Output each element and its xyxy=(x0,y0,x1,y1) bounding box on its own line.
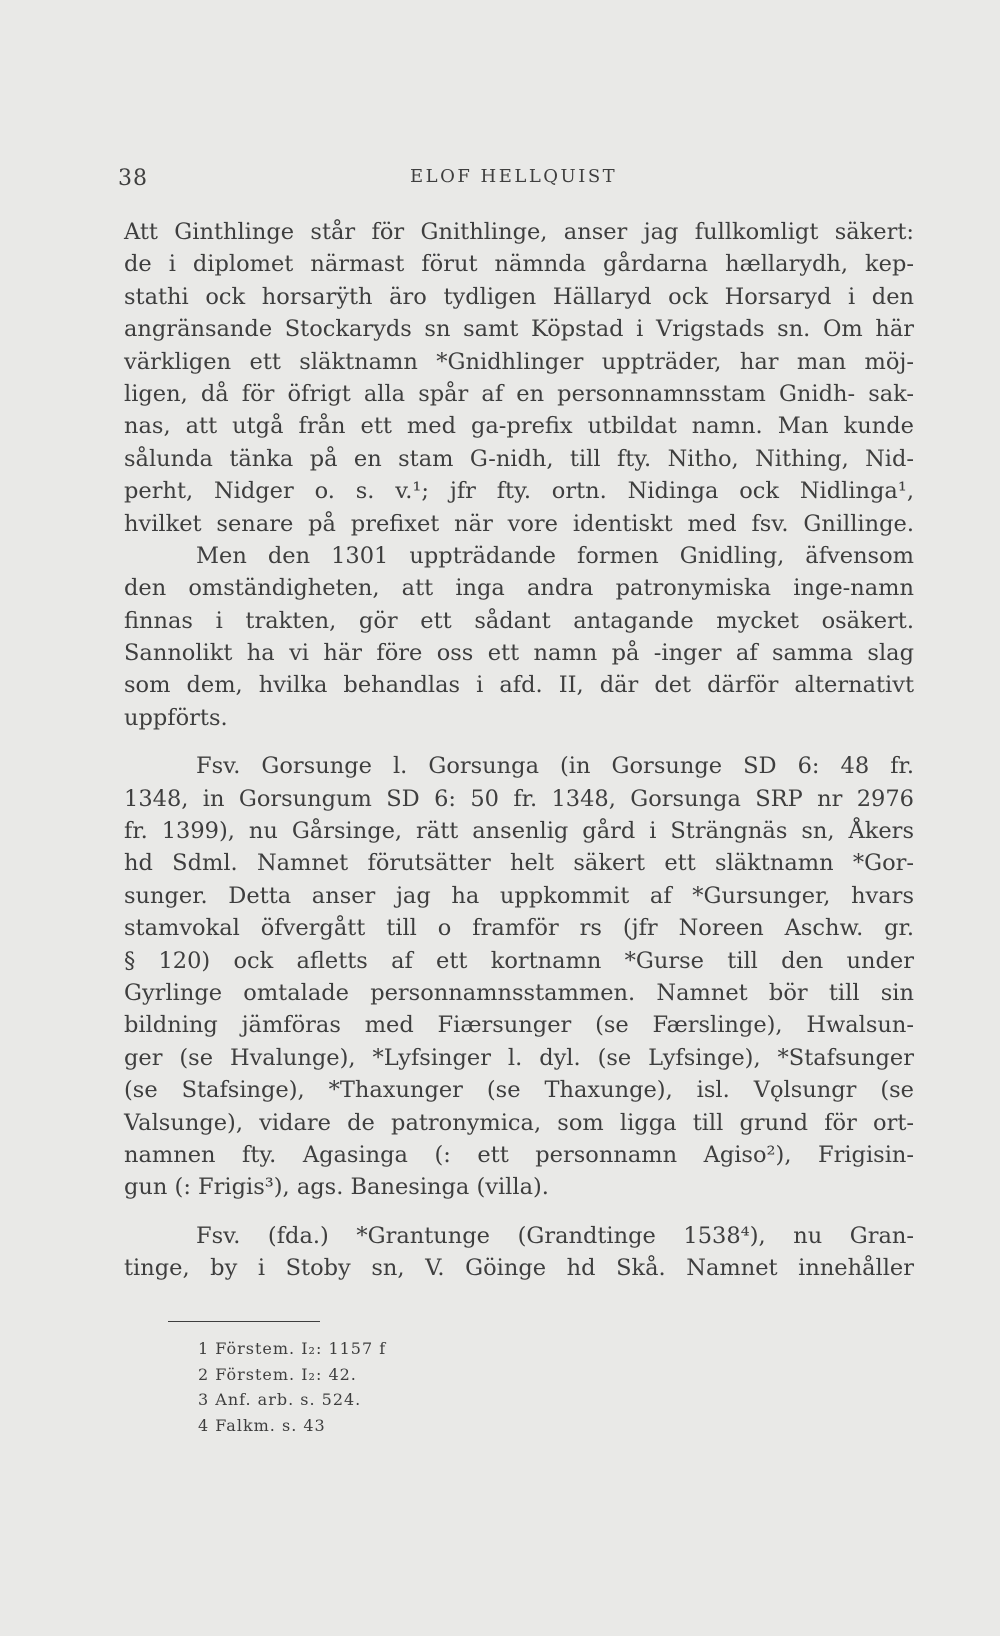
body-line: Men den 1301 uppträdande formen Gnidling, äfvensom xyxy=(196,542,914,569)
body-line: stathi ock horsarÿth äro tydligen Hällaryd ock Horsaryd i den xyxy=(124,283,914,310)
body-line: hd Sdml. Namnet förutsätter helt säkert ett släktnamn *Gor- xyxy=(124,850,914,877)
body-line: angränsande Stockaryds sn samt Köpstad i Vrigstads sn. Om här xyxy=(124,316,914,343)
entry-gorsunge: Fsv. Gorsunge l. Gorsunga (in Gorsunge SD 6: 48 fr. xyxy=(196,753,914,780)
footnote: 2 Förstem. I₂: 42. xyxy=(198,1364,357,1384)
body-line: (se Stafsinge), *Thaxunger (se Thaxunge), isl. Vǫlsungr (se xyxy=(124,1077,914,1104)
body-line: den omständigheten, att inga andra patronymiska inge-namn xyxy=(124,575,914,602)
body-text xyxy=(124,216,914,1285)
body-line: nas, att utgå från ett med ga-prefix utbildat namn. Man kunde xyxy=(124,413,914,440)
entry-grantunge: Fsv. (fda.) *Grantunge (Grandtinge 1538⁴), nu Gran- xyxy=(196,1222,914,1249)
body-line: värkligen ett släktnamn *Gnidhlinger uppträder, har man möj- xyxy=(124,348,914,375)
body-line: fr. 1399), nu Gårsinge, rätt ansenlig gård i Strängnäs sn, Åkers xyxy=(124,818,914,845)
footnotes xyxy=(198,1336,386,1438)
running-head: ELOF HELLQUIST xyxy=(410,166,618,187)
body-line: Att Ginthlinge står för Gnithlinge, anser jag fullkomligt säkert: xyxy=(124,219,914,245)
body-line: perht, Nidger o. s. v.¹; jfr fty. ortn. Nidinga ock Nidlinga¹, xyxy=(124,478,914,505)
body-line: bildning jämföras med Fiærsunger (se Færslinge), Hwalsun- xyxy=(124,1012,914,1039)
footnote: 4 Falkm. s. 43 xyxy=(198,1415,326,1435)
body-line: § 120) ock afletts af ett kortnamn *Gurse till den under xyxy=(124,947,914,974)
body-line: ger (se Hvalunge), *Lyfsinger l. dyl. (se Lyfsinge), *Stafsunger xyxy=(124,1044,914,1071)
footnote: 3 Anf. arb. s. 524. xyxy=(198,1390,362,1409)
body-line: ligen, då för öfrigt alla spår af en personnamnsstam Gnidh- sak- xyxy=(124,380,914,407)
body-line: namnen fty. Agasinga (: ett personnamn Agiso²), Frigisin- xyxy=(124,1141,914,1168)
body-line: finnas i trakten, gör ett sådant antagande mycket osäkert. xyxy=(124,607,914,634)
body-line: de i diplomet närmast förut nämnda gårdarna hællarydh, kep- xyxy=(124,251,914,278)
body-line: hvilket senare på prefixet när vore identiskt med fsv. Gnillinge. xyxy=(124,510,914,537)
footnote-separator xyxy=(168,1321,320,1322)
body-line: som dem, hvilka behandlas i afd. II, där det därför alternativt xyxy=(124,672,914,699)
body-line: sunger. Detta anser jag ha uppkommit af *Gursunger, hvars xyxy=(124,882,914,909)
body-line: Gyrlinge omtalade personnamnsstammen. Namnet bör till sin xyxy=(124,979,914,1006)
body-line: gun (: Frigis³), ags. Banesinga (villa). xyxy=(124,1174,549,1201)
body-line: Sannolikt ha vi här före oss ett namn på -inger af samma slag xyxy=(124,640,914,667)
body-line: tinge, by i Stoby sn, V. Göinge hd Skå. Namnet innehåller xyxy=(124,1255,914,1282)
body-line: sålunda tänka på en stam G-nidh, till fty. Nitho, Nithing, Nid- xyxy=(124,445,914,472)
body-line: stamvokal öfvergått till o framför rs (jfr Noreen Aschw. gr. xyxy=(124,915,914,942)
footnote: 1 Förstem. I₂: 1157 f xyxy=(198,1339,387,1358)
body-line: uppförts. xyxy=(124,704,228,731)
body-line: Valsunge), vidare de patronymica, som ligga till grund för ort- xyxy=(124,1109,914,1136)
page-number: 38 xyxy=(118,166,148,191)
body-line: 1348, in Gorsungum SD 6: 50 fr. 1348, Gorsunga SRP nr 2976 xyxy=(124,785,914,812)
